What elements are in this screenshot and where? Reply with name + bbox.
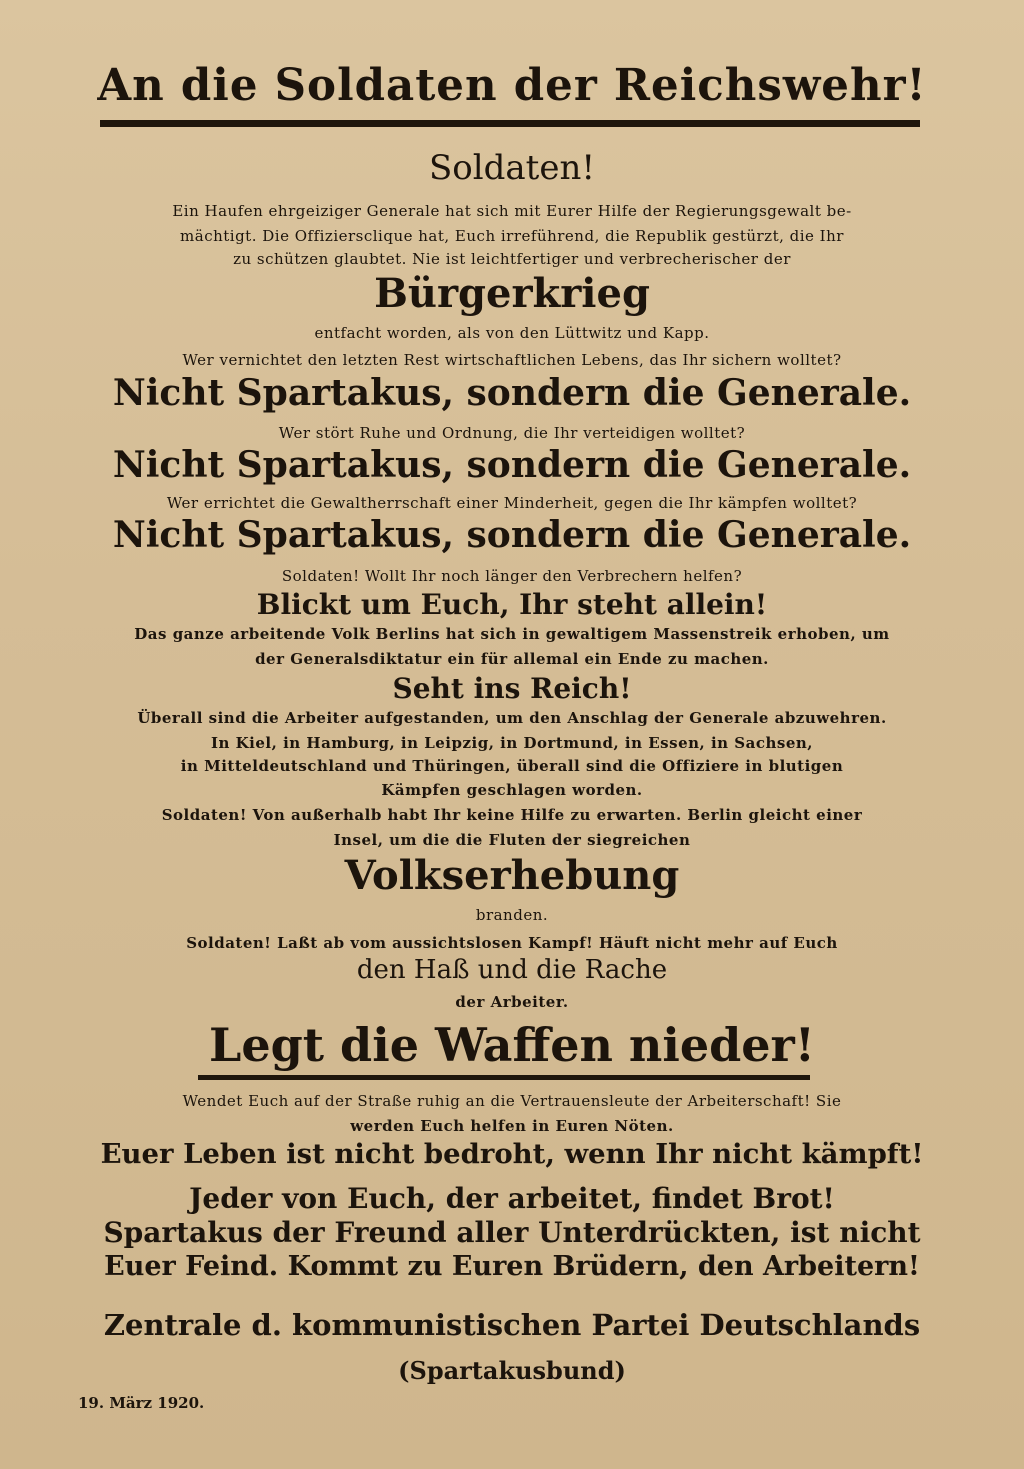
signature: Zentrale d. kommunistischen Partei Deutschlands xyxy=(103,1308,921,1342)
ueberall-line-2: In Kiel, in Hamburg, in Leipzig, in Dortmund, in Essen, in Sachsen, xyxy=(211,734,813,752)
closing-line-1: Euer Leben ist nicht bedroht, wenn Ihr nicht kämpft! xyxy=(100,1138,924,1170)
poster-title: An die Soldaten der Reichswehr! xyxy=(97,60,927,111)
lasst-line: Soldaten! Laßt ab vom aussichtslosen Kampf! Häuft nicht mehr auf Euch xyxy=(186,934,838,952)
entfacht-line: entfacht worden, als von den Lüttwitz und Kapp. xyxy=(314,324,710,342)
blickt-heading: Blickt um Euch, Ihr steht allein! xyxy=(256,588,768,621)
intro-line-1: Ein Haufen ehrgeiziger Generale hat sich mit Eurer Hilfe der Regierungsgewalt be- xyxy=(172,202,852,220)
question-2: Wer stört Ruhe und Ordnung, die Ihr verteidigen wolltet? xyxy=(278,424,746,442)
ausserhalb-line-2: Insel, um die die Fluten der siegreichen xyxy=(333,831,691,849)
waffen-rule xyxy=(198,1075,810,1080)
answer-3: Nicht Spartakus, sondern die Generale. xyxy=(112,514,912,556)
title-rule xyxy=(100,120,920,127)
question-3: Wer errichtet die Gewaltherrschaft einer Minderheit, gegen die Ihr kämpfen wolltet? xyxy=(166,494,858,512)
salutation: Soldaten! xyxy=(428,148,595,188)
signature-sub: (Spartakusbund) xyxy=(398,1356,626,1385)
hass-line: den Haß und die Rache xyxy=(356,955,668,985)
volk-line-1: Das ganze arbeitende Volk Berlins hat sich in gewaltigem Massenstreik erhoben, um xyxy=(134,625,890,643)
answer-1: Nicht Spartakus, sondern die Generale. xyxy=(112,372,912,414)
ueberall-line-1: Überall sind die Arbeiter aufgestanden, um den Anschlag der Generale abzuwehren. xyxy=(137,709,887,727)
seht-heading: Seht ins Reich! xyxy=(392,672,632,705)
ueberall-line-3: in Mitteldeutschland und Thüringen, überall sind die Offiziere in blutigen xyxy=(180,757,844,775)
ueberall-line-4: Kämpfen geschlagen worden. xyxy=(381,781,643,799)
wendet-line-1: Wendet Euch auf der Straße ruhig an die Vertrauensleute der Arbeiterschaft! Sie xyxy=(182,1092,842,1110)
answer-2: Nicht Spartakus, sondern die Generale. xyxy=(112,444,912,486)
branden-line: branden. xyxy=(475,906,549,924)
closing-line-4: Euer Feind. Kommt zu Euren Brüdern, den Arbeitern! xyxy=(104,1251,920,1282)
heading-buergerkrieg: Bürgerkrieg xyxy=(374,270,650,317)
question-4: Soldaten! Wollt Ihr noch länger den Verbrechern helfen? xyxy=(281,567,743,585)
volk-line-2: der Generalsdiktatur ein für allemal ein Ende zu machen. xyxy=(255,650,769,668)
ausserhalb-line-1: Soldaten! Von außerhalb habt Ihr keine Hilfe zu erwarten. Berlin gleicht einer xyxy=(161,806,863,824)
closing-line-3: Spartakus der Freund aller Unterdrückten, ist nicht xyxy=(103,1216,921,1249)
heading-volkserhebung: Volkserhebung xyxy=(344,852,680,899)
intro-line-3: zu schützen glaubtet. Nie ist leichtfertiger und verbrecherischer der xyxy=(233,250,791,268)
wendet-line-2: werden Euch helfen in Euren Nöten. xyxy=(350,1117,674,1135)
waffen-heading: Legt die Waffen nieder! xyxy=(209,1018,815,1072)
intro-line-2: mächtigt. Die Offiziersclique hat, Euch irreführend, die Republik gestürzt, die Ihr xyxy=(180,227,844,245)
arbeiter-line: der Arbeiter. xyxy=(455,993,569,1011)
date: 19. März 1920. xyxy=(78,1394,205,1412)
closing-line-2: Jeder von Euch, der arbeitet, findet Brot! xyxy=(189,1182,835,1215)
question-1: Wer vernichtet den letzten Rest wirtschaftlichen Lebens, das Ihr sichern wolltet? xyxy=(182,351,842,369)
